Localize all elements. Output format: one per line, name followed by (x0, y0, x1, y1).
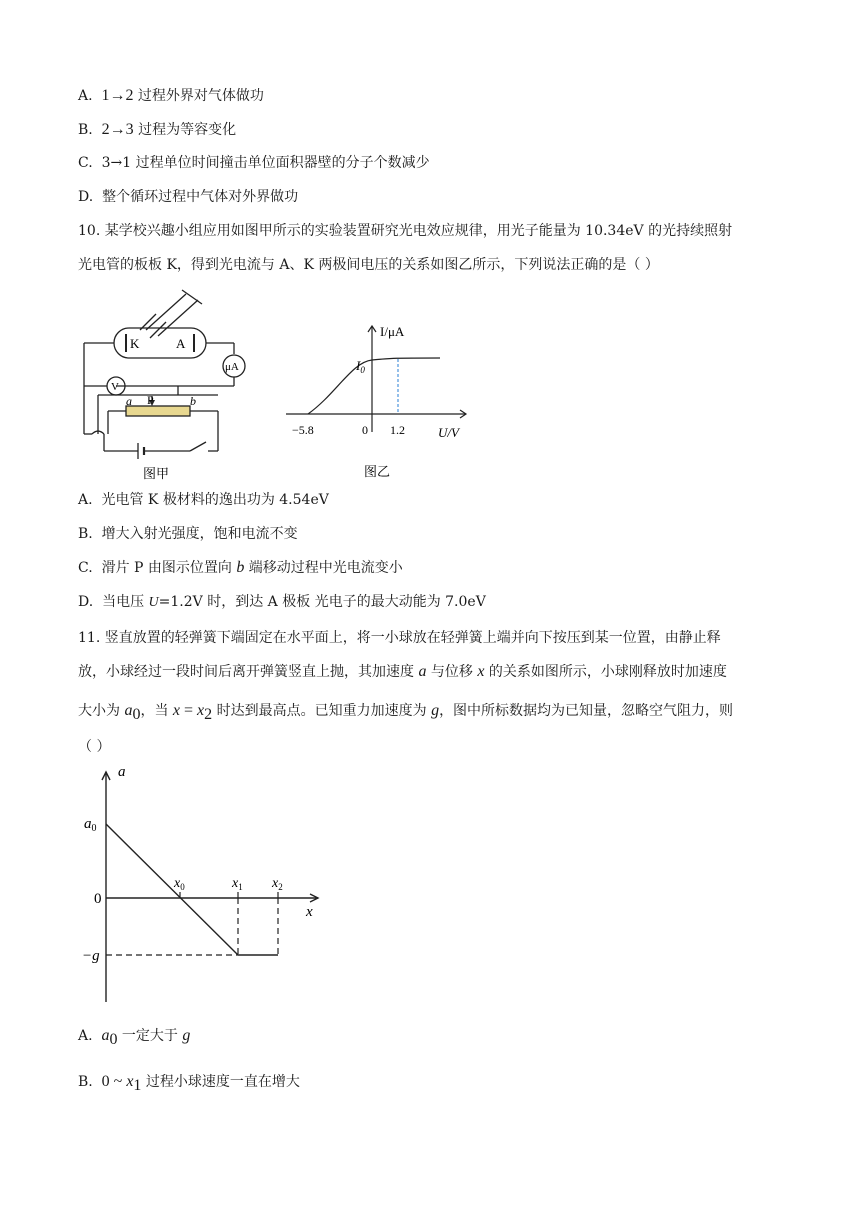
math-variable: U (148, 595, 159, 610)
math-variable: g (182, 1027, 191, 1044)
math-subscript: 0 (109, 1030, 118, 1048)
option-label: B. (78, 122, 93, 138)
option-label: B. (78, 526, 93, 542)
q11-option-a (78, 1026, 190, 1050)
q11-stem-line-2 (78, 662, 727, 682)
y-axis-label-a: a (118, 764, 126, 780)
math-variable: a (101, 1027, 110, 1044)
iu-curve-graph (286, 322, 486, 482)
q9-option-a (78, 86, 264, 106)
option-text: 过程单位时间撞击单位面积器壁的分子个数减少 (135, 155, 430, 171)
math-variable: b (236, 559, 245, 576)
option-text: 滑片 P 由图示位置向 (101, 560, 237, 576)
option-text: 过程为等容变化 (138, 122, 237, 138)
slider-p-label: P (147, 393, 154, 407)
math-subscript: 0 (132, 705, 141, 723)
q10-option-c (78, 558, 403, 578)
x-axis-label: U/V (438, 425, 459, 440)
q11-answer-bracket: （ ） (78, 739, 111, 755)
option-label: C. (78, 155, 93, 171)
math-variable: a (124, 702, 133, 719)
option-text: 整个循环过程中气体对外界做功 (102, 189, 299, 205)
q11-stem-line-3 (78, 701, 733, 725)
tick-x0: $x_0$ (174, 876, 185, 892)
stem-text: 的关系如图所示，小球刚释放时加速度 (484, 664, 727, 680)
math-variable: x (126, 1073, 134, 1090)
q10-option-d (78, 592, 486, 613)
stem-text: ，当 (140, 703, 173, 719)
math-expression: 1→2 (101, 87, 134, 104)
option-label: A. (78, 492, 93, 508)
q9-option-d (78, 187, 298, 207)
saturation-current-label: $I_0$ (356, 358, 365, 375)
stem-text: 大小为 (78, 703, 125, 719)
tick-a0: $a_0$ (84, 816, 97, 834)
option-label: C. (78, 560, 93, 576)
rheostat-end-a: a (126, 394, 132, 408)
stem-text: 时达到最高点。已知重力加速度为 (212, 703, 432, 719)
math-variable: x (477, 663, 485, 680)
option-text: 当电压 (102, 594, 149, 610)
option-text: 增大入射光强度，饱和电流不变 (101, 526, 298, 542)
figure-caption-yi: 图乙 (364, 464, 391, 479)
math-operator: = (180, 702, 198, 719)
option-label: A. (78, 88, 93, 104)
tick-zero: 0 (94, 891, 102, 907)
q9-option-b (78, 120, 236, 140)
q10-option-a (78, 490, 329, 510)
math-expression: 0 ~ (101, 1073, 127, 1090)
stem-text: 放，小球经过一段时间后离开弹簧竖直上抛，其加速度 (78, 664, 419, 680)
tick-stopping-voltage: −5.8 (292, 423, 314, 437)
stem-text: 与位移 (426, 664, 478, 680)
rheostat-end-b: b (190, 394, 196, 408)
option-text: 端移动过程中光电流变小 (244, 560, 403, 576)
tick-1-2: 1.2 (390, 423, 405, 437)
tick-x1: $x_1$ (232, 876, 243, 892)
q10-option-b (78, 524, 298, 544)
option-text: 过程外界对气体做功 (137, 88, 264, 104)
voltmeter-label: V (111, 381, 119, 393)
math-variable: a (418, 663, 427, 680)
circuit-diagram (78, 288, 258, 483)
q11-stem-line-1: 11. 竖直放置的轻弹簧下端固定在水平面上，将一小球放在轻弹簧上端并向下按压到某一位置，由静止释 (78, 630, 721, 646)
q9-option-c (78, 153, 430, 173)
math-subscript: 2 (204, 705, 213, 723)
math-variable: g (431, 702, 440, 719)
microammeter-label: μA (225, 361, 239, 373)
q10-stem-line-1: 10. 某学校兴趣小组应用如图甲所示的实验装置研究光电效应规律，用光子能量为 10.34eV 的光持续照射 (78, 223, 733, 239)
option-text: 一定大于 (117, 1028, 183, 1044)
option-label: D. (78, 594, 94, 610)
tick-neg-g: −g (82, 948, 100, 964)
option-label: D. (78, 189, 94, 205)
math-subscript: 1 (133, 1076, 142, 1094)
x-axis-label-x: x (306, 904, 313, 920)
option-label: A. (78, 1028, 93, 1044)
option-text: 光电管 K 极材料的逸出功为 4.54eV (101, 492, 329, 508)
tick-origin: 0 (362, 423, 368, 437)
y-axis-label: I/μA (380, 324, 405, 339)
q10-stem-line-2: 光电管的板板 K，得到光电流与 A、K 两极间电压的关系如图乙所示，下列说法正确的是（ ） (78, 257, 659, 273)
cathode-label-k: K (130, 336, 140, 351)
option-text: 过程小球速度一直在增大 (141, 1074, 300, 1090)
math-variable: x (197, 702, 205, 719)
math-variable: x (172, 702, 181, 719)
option-label: B. (78, 1074, 93, 1090)
figure-caption-jia: 图甲 (143, 466, 170, 481)
stem-text: ，图中所标数据均为已知量，忽略空气阻力，则 (439, 703, 734, 719)
math-expression: 2→3 (101, 121, 134, 138)
option-text: =1.2V 时，到达 A 极板 光电子的最大动能为 7.0eV (158, 594, 486, 610)
anode-label-a: A (176, 336, 186, 351)
math-expression: 3→1 (101, 155, 132, 171)
q11-option-b (78, 1072, 300, 1096)
acceleration-displacement-graph (78, 762, 338, 1012)
tick-x2: $x_2$ (272, 876, 283, 892)
